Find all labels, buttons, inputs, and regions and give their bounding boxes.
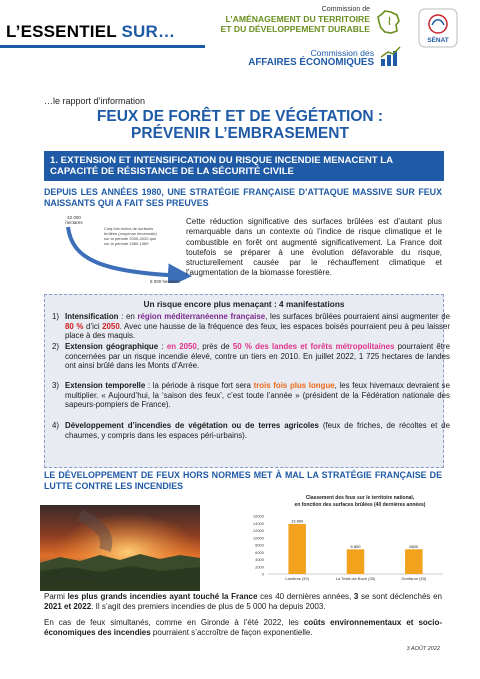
section-1-paragraph: Cette réduction significative des surfaces brûlées est d’autant plus remarquable dans un contexte où l’indice de risque climatique et le combustible en forêt ont augmenté significativement. La France doit toutefois se préparer à une évolution défavorable du risque, structurellement causée par le réchauffement climatique et l’augmentation de la biomasse forestière. bbox=[186, 217, 442, 278]
document-series-title bbox=[6, 22, 175, 42]
chart-title-line-2: en fonction des surfaces brûlées (40 dernières années) bbox=[294, 502, 426, 508]
chart-y-tick-label: 16000 bbox=[252, 514, 264, 519]
risk-item-1: 1) Intensification : en région méditerranéenne française, les surfaces brûlées pourraient ainsi augmenter de 80 % d’ici 2050. Avec une hausse de la fréquence des feux, les espaces boisés pourraient peu à peu laisser place à des maquis. bbox=[52, 312, 450, 341]
title-part-b: SUR… bbox=[121, 22, 176, 41]
chart-category-label: La Teste-de-Buch (33) bbox=[335, 576, 376, 581]
curve-label-start: 42 000 hectares bbox=[65, 215, 83, 225]
section-1-subheading: DEPUIS LES ANNÉES 1980, UNE STRATÉGIE FRANÇAISE D’ATTAQUE MASSIVE SUR FEUX NAISSANTS QUI A FAIT SES PREUVES bbox=[44, 187, 442, 208]
title-part-a: L’ESSENTIEL bbox=[6, 22, 122, 41]
chart-y-tick-label: 12000 bbox=[252, 528, 264, 533]
chart-y-tick-label: 0 bbox=[261, 571, 264, 577]
risk-item-2: 2) Extension géographique : en 2050, près de 50 % des landes et forêts métropolitaines pourraient être concernées par un risque incendie élevé, contre un tiers en 2010. En juillet 2022, 1 725 hectares de landes ont ainsi brûlé dans les Monts d’Arrée. bbox=[52, 342, 451, 371]
chart-bar bbox=[405, 549, 423, 574]
chart-category-label: Landiras (33) bbox=[285, 576, 309, 581]
chart-y-tick-label: 10000 bbox=[252, 535, 264, 541]
chart-category-label: Gonfaron (83) bbox=[401, 576, 427, 581]
header-underline bbox=[0, 45, 205, 48]
curve-label-end: 8 000 hectares bbox=[150, 279, 180, 284]
chart-y-tick-label: 6000 bbox=[255, 549, 264, 555]
economy-bars-icon bbox=[380, 45, 402, 67]
section-1-heading: 1. EXTENSION ET INTENSIFICATION DU RISQUE INCENDIE MENACENT LA CAPACITÉ DE RÉSISTANCE DE LA SÉCURITÉ CIVILE bbox=[44, 151, 444, 181]
section-2-subheading: LE DÉVELOPPEMENT DE FEUX HORS NORMES MET À MAL LA STRATÉGIE FRANÇAISE DE LUTTE CONTRE LES INCENDIES bbox=[44, 470, 442, 491]
chart-data-label: 6820 bbox=[409, 543, 419, 549]
risk-box-title: Un risque encore plus menaçant : 4 manifestations bbox=[143, 299, 345, 309]
commission-2-prefix: Commission des bbox=[310, 48, 374, 58]
chart-y-tick-label: 8000 bbox=[255, 542, 264, 548]
chart-y-tick-label: 14000 bbox=[252, 520, 264, 526]
chart-bar bbox=[347, 549, 365, 574]
france-map-icon bbox=[376, 9, 402, 35]
senat-logo bbox=[418, 8, 458, 48]
commission-1-name: L’AMÉNAGEMENT DU TERRITOIRE ET DU DÉVELOPPEMENT DURABLE bbox=[220, 14, 370, 34]
chart-y-tick-label: 2000 bbox=[255, 564, 264, 570]
section-2-paragraph-1: Parmi les plus grands incendies ayant touché la France ces 40 dernières années, 3 se sont déclenchés en 2021 et 2022. Il s’agit des premiers incendies de plus de 5 000 ha depuis 2003. bbox=[44, 592, 442, 612]
burned-area-bar-chart bbox=[238, 514, 448, 586]
photo-credit: Crédit : Alliance Oralie Bois (2022) bbox=[41, 575, 100, 579]
chart-data-label: 6 800 bbox=[350, 543, 361, 549]
chart-title-line-1: Classement des feux sur le territoire national, bbox=[305, 495, 415, 501]
commission-1-prefix: Commission de bbox=[321, 6, 370, 13]
curve-label-note: Cinq fois moins de surfaces brûlées (moyenne décennale) sur la période 2005-2020 que sur la période 1980-1989 bbox=[104, 226, 157, 246]
chart-data-label: 13 800 bbox=[291, 518, 304, 524]
chart-bar bbox=[288, 524, 306, 574]
page-title: FEUX DE FORÊT ET DE VÉGÉTATION : PRÉVENIR L’EMBRASEMENT bbox=[96, 108, 384, 142]
commission-2-name: AFFAIRES ÉCONOMIQUES bbox=[248, 57, 374, 68]
risk-item-4: 4) Développement d’incendies de végétation ou de terres agricoles (feux de friches, de récoltes et de chaumes, y compris dans les espaces péri-urbains). bbox=[52, 421, 450, 440]
senat-wordmark: SÉNAT bbox=[427, 37, 449, 44]
publication-date: 3 AOÛT 2022 bbox=[406, 646, 440, 652]
risk-item-3: 3) Extension temporelle : la période à risque fort sera trois fois plus longue, les feux hivernaux devraient se multiplier. « Aujourd’hui, la ‘saison des feux’, c’est toute l’année » (président de la Fédération nationale des sapeurs-pompiers de France). bbox=[52, 381, 450, 410]
chart-y-tick-label: 4000 bbox=[255, 557, 264, 562]
report-subtitle: …le rapport d’information bbox=[44, 96, 146, 106]
section-2-paragraph-2: En cas de feux simultanés, comme en Gironde à l’été 2022, les coûts environnementaux et socio-économiques des incendies pourraient s’accroître de façon exponentielle. bbox=[44, 618, 443, 638]
